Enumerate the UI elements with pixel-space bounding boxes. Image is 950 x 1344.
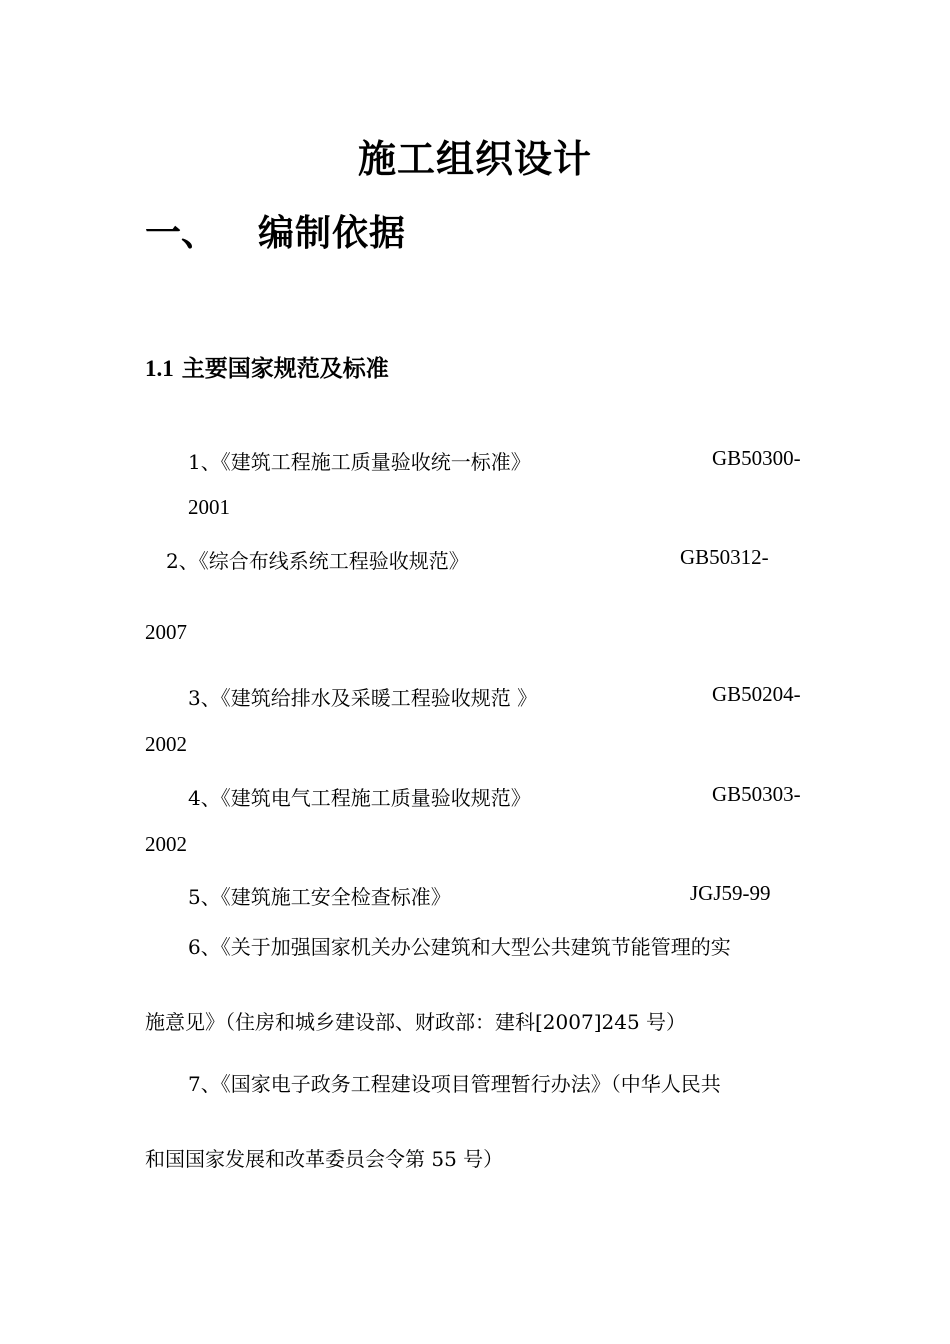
standard-code-continued: 2002 — [145, 832, 187, 856]
list-item-text-continued: 和国国家发展和改革委员会令第 55 号） — [145, 1147, 504, 1171]
document-title: 施工组织设计 — [357, 136, 592, 181]
subsection-title: 主要国家规范及标准 — [181, 355, 389, 382]
list-item-text-continued: 施意见》（住房和城乡建设部、财政部：建科[2007]245 号） — [145, 1010, 687, 1034]
standard-code: JGJ59-99 — [690, 881, 771, 905]
list-item-text: 3、《建筑给排水及采暖工程验收规范 》 — [188, 686, 538, 710]
list-item-text: 2、《综合布线系统工程验收规范》 — [166, 549, 469, 573]
list-item-text: 4、《建筑电气工程施工质量验收规范》 — [188, 786, 531, 810]
list-item-text: 6、《关于加强国家机关办公建筑和大型公共建筑节能管理的实 — [188, 935, 731, 959]
subsection-number: 1.1 — [145, 356, 174, 381]
subsection-heading — [145, 350, 389, 383]
section-number: 一、 — [145, 212, 218, 254]
standard-code: GB50204- — [712, 682, 801, 706]
section-title: 编制依据 — [258, 212, 407, 254]
list-item-text: 5、《建筑施工安全检查标准》 — [188, 885, 451, 909]
standard-code: GB50300- — [712, 446, 801, 470]
list-item-text: 7、《国家电子政务工程建设项目管理暂行办法》（中华人民共 — [188, 1072, 721, 1096]
standard-code-continued: 2007 — [145, 620, 187, 644]
standard-code: GB50312- — [680, 545, 769, 569]
standard-code-continued: 2001 — [188, 495, 230, 519]
standard-code-continued: 2002 — [145, 732, 187, 756]
list-item-text: 1、《建筑工程施工质量验收统一标准》 — [188, 450, 531, 474]
standard-code: GB50303- — [712, 782, 801, 806]
